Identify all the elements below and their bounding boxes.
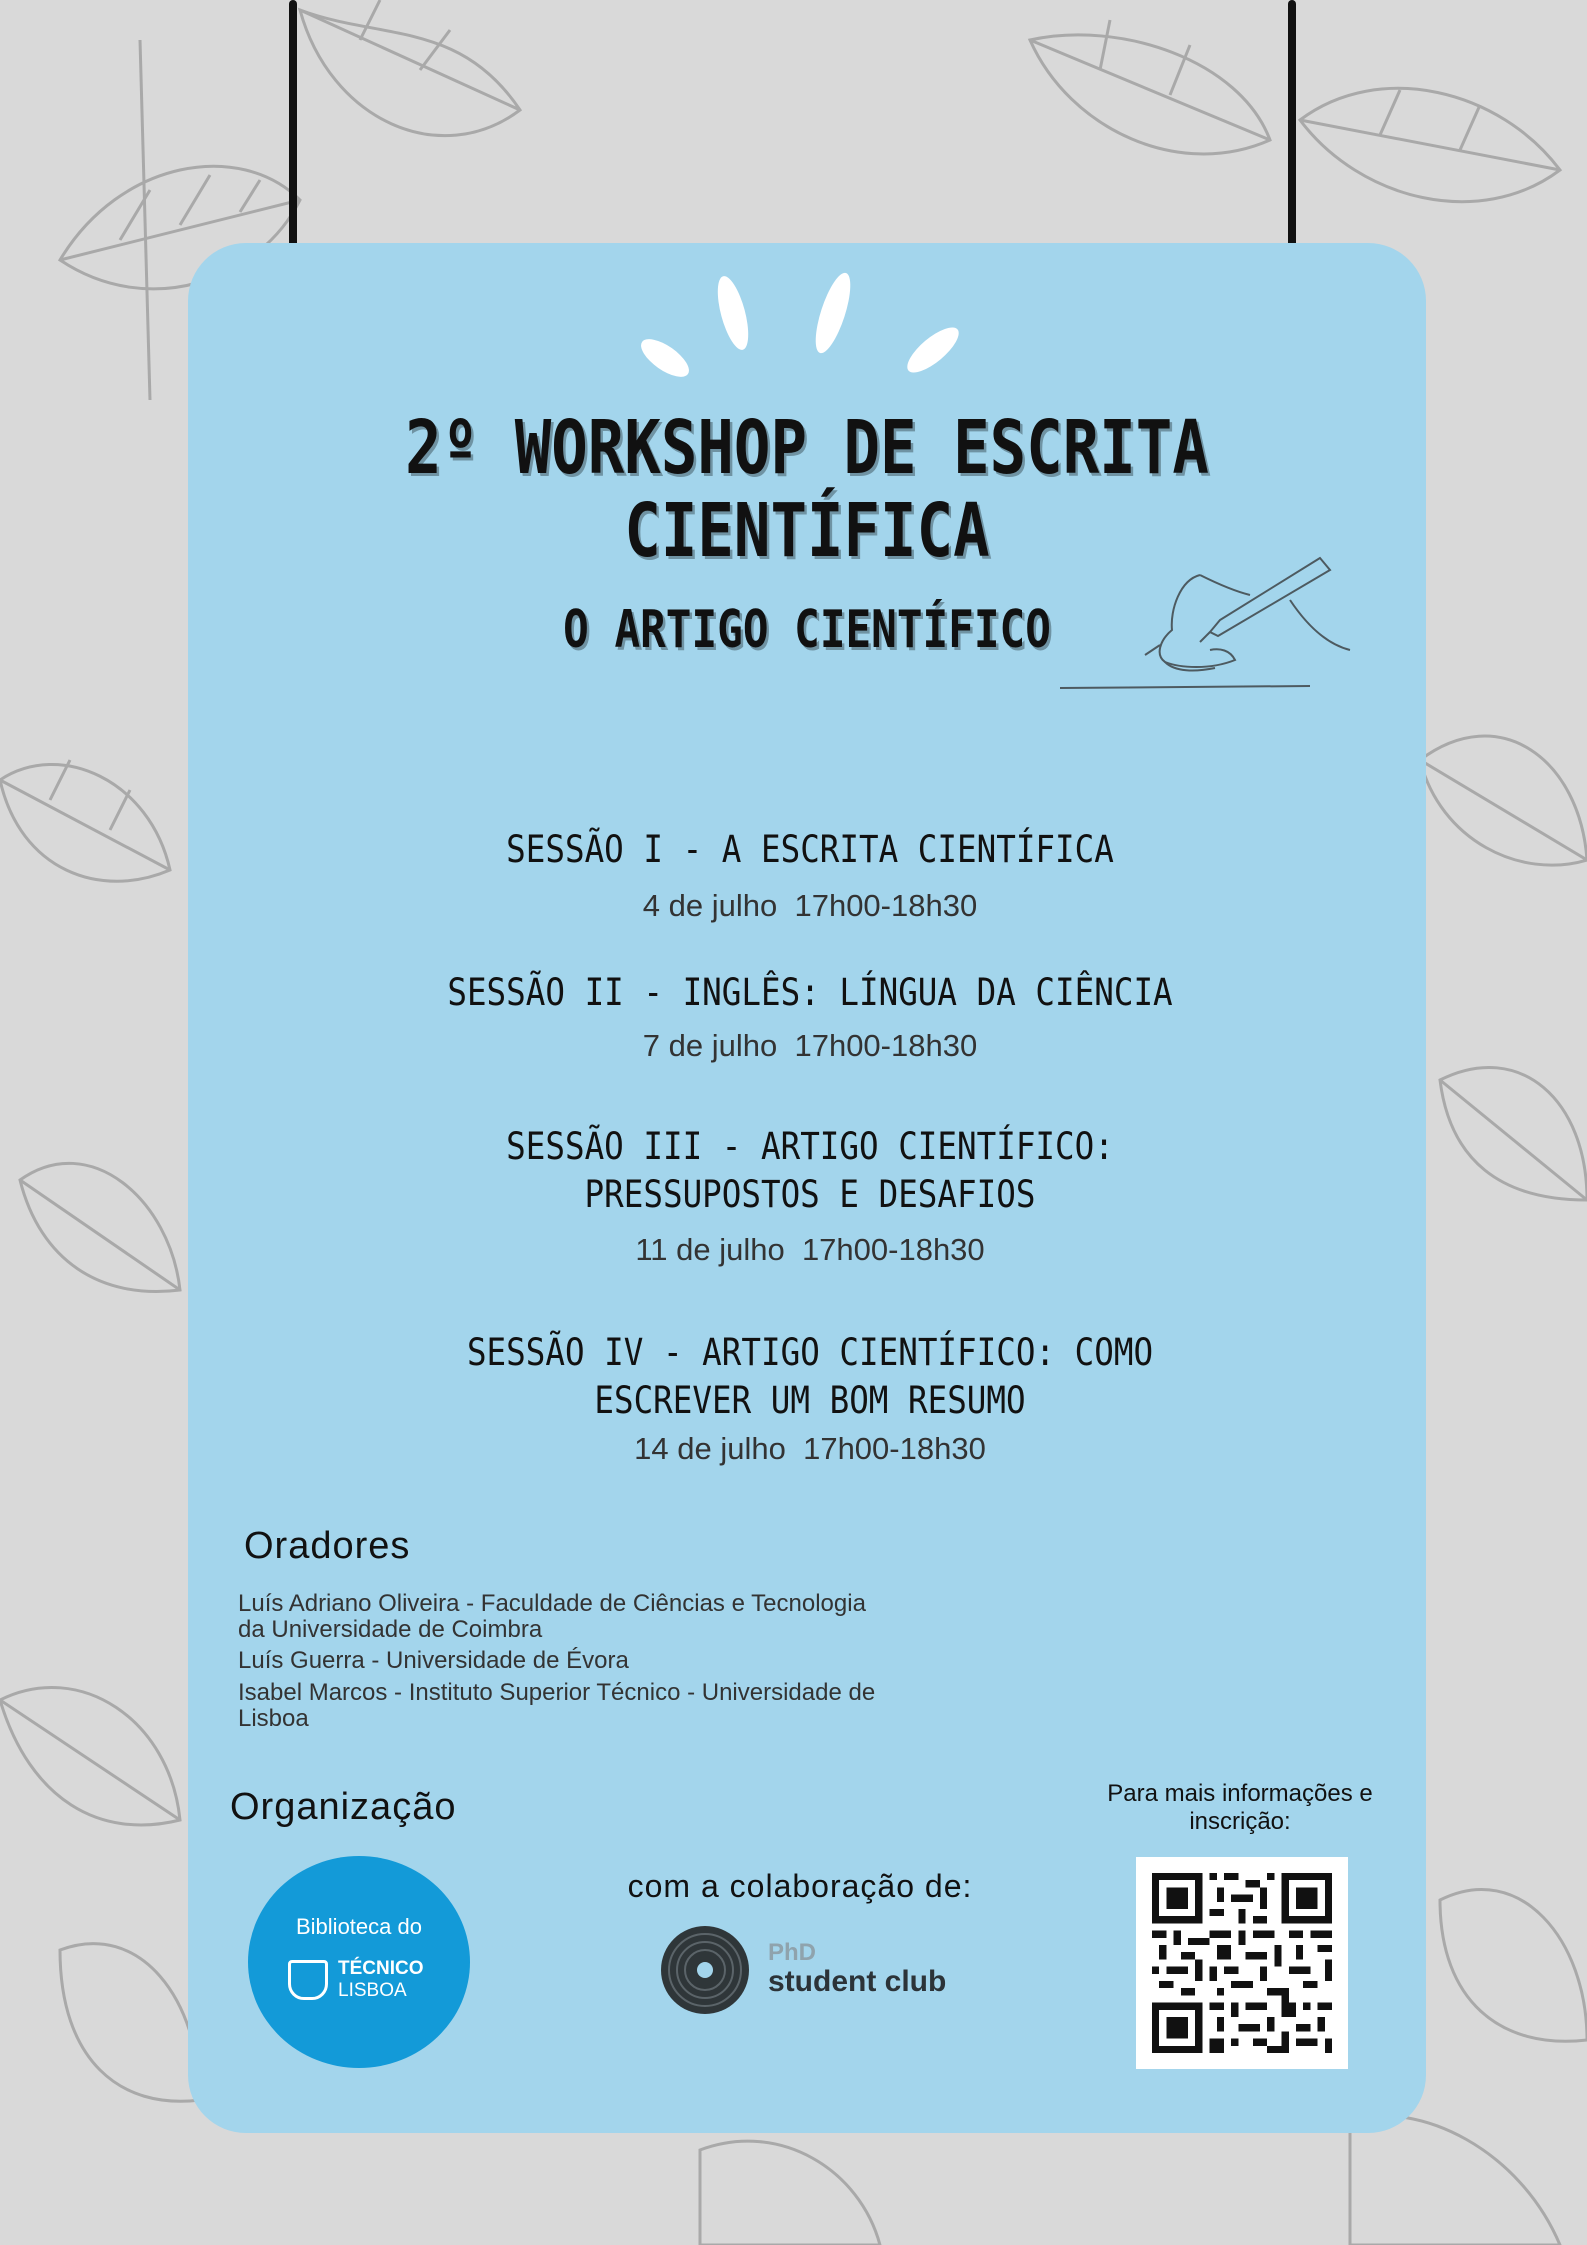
speaker-1: Luís Adriano Oliveira - Faculdade de Ciências e Tecnologia da Universidade de Coimbra (238, 1590, 866, 1643)
title-line-1: 2º WORKSHOP DE ESCRITA (405, 405, 1209, 491)
biblioteca-tecnico-logo (248, 1856, 470, 2068)
session-4-title: SESSÃO IV - ARTIGO CIENTÍFICO: COMO ESCREVER UM BOM RESUMO (466, 1331, 1154, 1422)
hand-writing-pen-icon (1060, 550, 1360, 695)
speaker-2: Luís Guerra - Universidade de Évora (238, 1647, 629, 1674)
sparkle-rays-icon (620, 268, 970, 398)
speaker-3: Isabel Marcos - Instituto Superior Técnico - Universidade de Lisboa (238, 1679, 876, 1732)
speakers-heading: Oradores (244, 1525, 411, 1567)
qr-code[interactable] (1136, 1857, 1348, 2069)
phd-student-club-logo (660, 1925, 960, 2015)
session-3-title: SESSÃO III - ARTIGO CIENTÍFICO: PRESSUPOSTOS E DESAFIOS (506, 1125, 1114, 1216)
session-1-date: 4 de julho 17h00-18h30 (642, 888, 978, 923)
session-1-title: SESSÃO I - A ESCRITA CIENTÍFICA (506, 828, 1114, 871)
record-disc-icon (660, 1925, 750, 2015)
qr-code-icon (1152, 1873, 1332, 2053)
session-3-date: 11 de julho 17h00-18h30 (635, 1232, 985, 1267)
info-label: Para mais informações e inscrição: (1107, 1780, 1373, 1835)
organization-heading: Organização (230, 1786, 457, 1828)
session-2-date: 7 de julho 17h00-18h30 (642, 1028, 978, 1063)
phd-logo-bottom-text: student club (768, 1965, 947, 1998)
biblioteca-logo-line3: LISBOA (338, 1980, 407, 2001)
phd-logo-top-text: PhD (768, 1939, 816, 1966)
title-line-2: CIENTÍFICA (624, 488, 990, 574)
session-2-title: SESSÃO II - INGLÊS: LÍNGUA DA CIÊNCIA (447, 971, 1173, 1014)
subtitle: O ARTIGO CIENTÍFICO (563, 600, 1051, 660)
ist-emblem-icon (288, 1960, 328, 2000)
biblioteca-logo-line1: Biblioteca do (296, 1914, 422, 1939)
collaboration-label: com a colaboração de: (627, 1868, 973, 1904)
biblioteca-logo-line2: TÉCNICO (338, 1958, 424, 1979)
session-4-date: 14 de julho 17h00-18h30 (634, 1431, 986, 1466)
